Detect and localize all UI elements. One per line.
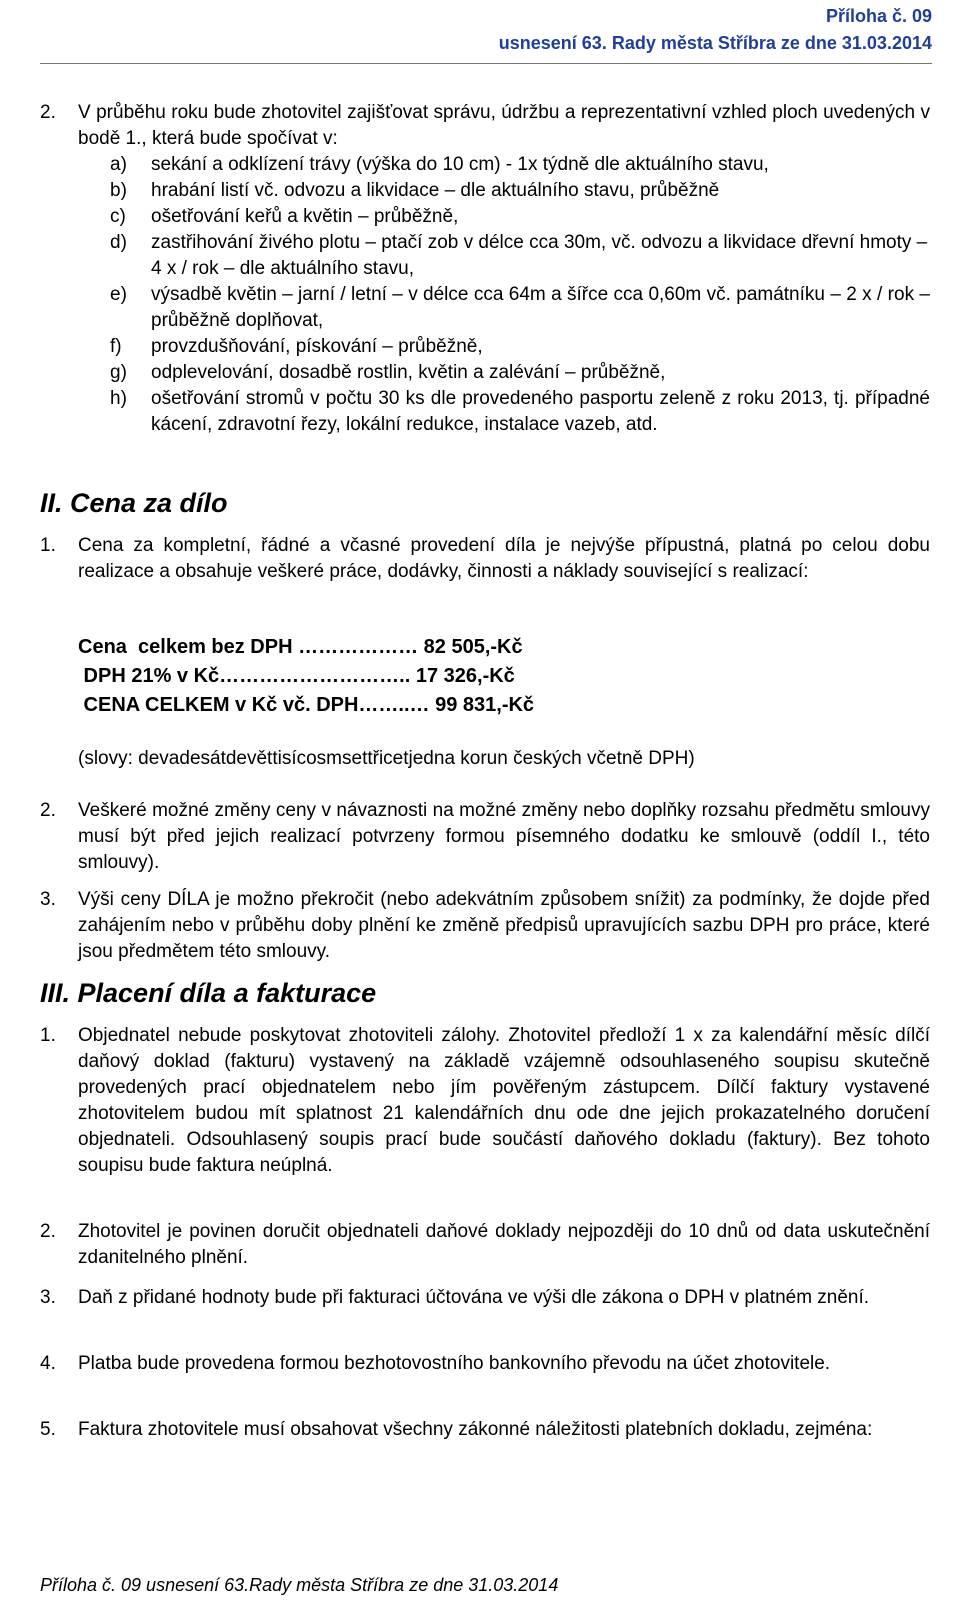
list-item-text: zastřihování živého plotu – ptačí zob v délce cca 30m, vč. odvozu a likvidace dřevní hmoty – 4 x / rok – dle aktuálního stavu, [151, 232, 928, 279]
list-item [78, 360, 930, 386]
section-heading-price: II. Cena za dílo [40, 488, 228, 518]
list-item [78, 230, 930, 282]
list-item-text: hrabání listí vč. odvozu a likvidace – dle aktuálního stavu, průběžně [151, 180, 720, 201]
payment-item: Faktura zhotovitele musí obsahovat všechny zákonné náležitosti platebních dokladu, zejména: [78, 1419, 873, 1440]
list-item-label: g) [110, 362, 127, 383]
list-item-label: d) [110, 232, 127, 253]
list-item-label: c) [110, 206, 126, 227]
header-divider [40, 63, 932, 64]
price-total-with-vat: CENA CELKEM v Kč vč. DPH……..… 99 831,-Kč [78, 694, 535, 716]
list-item-label: b) [110, 180, 127, 201]
header-attachment-label: Příloha č. 09 [825, 6, 932, 26]
payment-item: Zhotovitel je povinen doručit objednateli daňové doklady nejpozději do 10 dnů od data uskutečnění zdanitelného plnění. [78, 1221, 930, 1268]
price-vat: DPH 21% v Kč……………………….. 17 326,-Kč [78, 665, 515, 687]
price-paragraph3-number: 3. [40, 889, 56, 910]
list-item [78, 152, 930, 178]
list-item-label: e) [110, 284, 127, 305]
list-item [78, 282, 930, 334]
list-item-text: provzdušňování, pískování – průběžně, [151, 336, 483, 357]
price-paragraph2-number: 2. [40, 800, 56, 821]
section2-intro: V průběhu roku bude zhotovitel zajišťovat správu, údržbu a reprezentativní vzhled ploch uvedených v bodě 1., která bude spočívat v: [78, 102, 930, 149]
list-item-text: výsadbě květin – jarní / letní – v délce cca 64m a šířce cca 0,60m vč. památníku – 2 x / rok – průběžně doplňovat, [151, 284, 930, 331]
section2-number: 2. [40, 102, 56, 123]
price-paragraph3: Výši ceny DÍLA je možno překročit (nebo adekvátním způsobem snížit) za podmínky, že dojde před zahájením nebo v průběhu doby plnění ke změně předpisů upravujících sazbu DPH pro práce, které jsou předmětem této smlouvy. [78, 889, 930, 962]
list-item-label: f) [110, 336, 122, 357]
header-resolution-label: usnesení 63. Rady města Stříbra ze dne 31.03.2014 [498, 33, 932, 53]
list-item [78, 204, 930, 230]
section-heading-payment: III. Placení díla a fakturace [40, 978, 377, 1008]
list-item-text: odplevelování, dosadbě rostlin, květin a zalévání – průběžně, [151, 362, 666, 383]
section2-body [78, 100, 930, 438]
list-item-label: h) [110, 388, 127, 409]
list-item-text: ošetřování keřů a květin – průběžně, [151, 206, 459, 227]
payment-item-number: 3. [40, 1287, 56, 1308]
page-footer: Příloha č. 09 usnesení 63.Rady města Stříbra ze dne 31.03.2014 [40, 1575, 559, 1595]
list-item [78, 178, 930, 204]
price-paragraph1-number: 1. [40, 535, 56, 556]
list-item-label: a) [110, 154, 127, 175]
payment-item-number: 2. [40, 1221, 56, 1242]
payment-item: Objednatel nebude poskytovat zhotoviteli zálohy. Zhotovitel předloží 1 x za kalendářní měsíc dílčí daňový doklad (fakturu) vystavený na základě vzájemně odsouhlaseného soupisu skutečně provedených prací objednatelem nebo jím pověřeným zástupcem. Dílčí faktury vystavené zhotovitelem budou mít splatnost 21 kalendářních dnu ode dne jejich prokazatelného doručení objednateli. Odsouhlasený soupis prací bude součástí daňového dokladu (faktury). Bez tohoto soupisu bude faktura neúplná. [78, 1025, 930, 1176]
list-item-text: ošetřování stromů v počtu 30 ks dle provedeného pasportu zeleně z roku 2013, tj. případné kácení, zdravotní řezy, lokální redukce, instalace vazeb, atd. [151, 388, 930, 435]
list-item [78, 334, 930, 360]
page-header [499, 3, 932, 57]
price-in-words: (slovy: devadesátdevěttisícosmsettřicetjedna korun českých včetně DPH) [78, 748, 695, 769]
payment-item-number: 4. [40, 1353, 56, 1374]
payment-item: Daň z přidané hodnoty bude při fakturaci účtována ve výši dle zákona o DPH v platném znění. [78, 1287, 870, 1308]
payment-item-number: 1. [40, 1025, 56, 1046]
payment-item-number: 5. [40, 1419, 56, 1440]
payment-item: Platba bude provedena formou bezhotovostního bankovního převodu na účet zhotovitele. [78, 1353, 831, 1374]
price-total-without-vat: Cena celkem bez DPH ……………… 82 505,-Kč [78, 636, 523, 658]
list-item [78, 386, 930, 438]
price-paragraph2: Veškeré možné změny ceny v návaznosti na možné změny nebo doplňky rozsahu předmětu smlouvy musí být před jejich realizací potvrzeny formou písemného dodatku ke smlouvě (oddíl I., této smlouvy). [78, 800, 930, 873]
list-item-text: sekání a odklízení trávy (výška do 10 cm) - 1x týdně dle aktuálního stavu, [151, 154, 769, 175]
price-paragraph1: Cena za kompletní, řádné a včasné provedení díla je nejvýše přípustná, platná po celou dobu realizace a obsahuje veškeré práce, dodávky, činnosti a náklady související s realizací: [78, 535, 930, 582]
